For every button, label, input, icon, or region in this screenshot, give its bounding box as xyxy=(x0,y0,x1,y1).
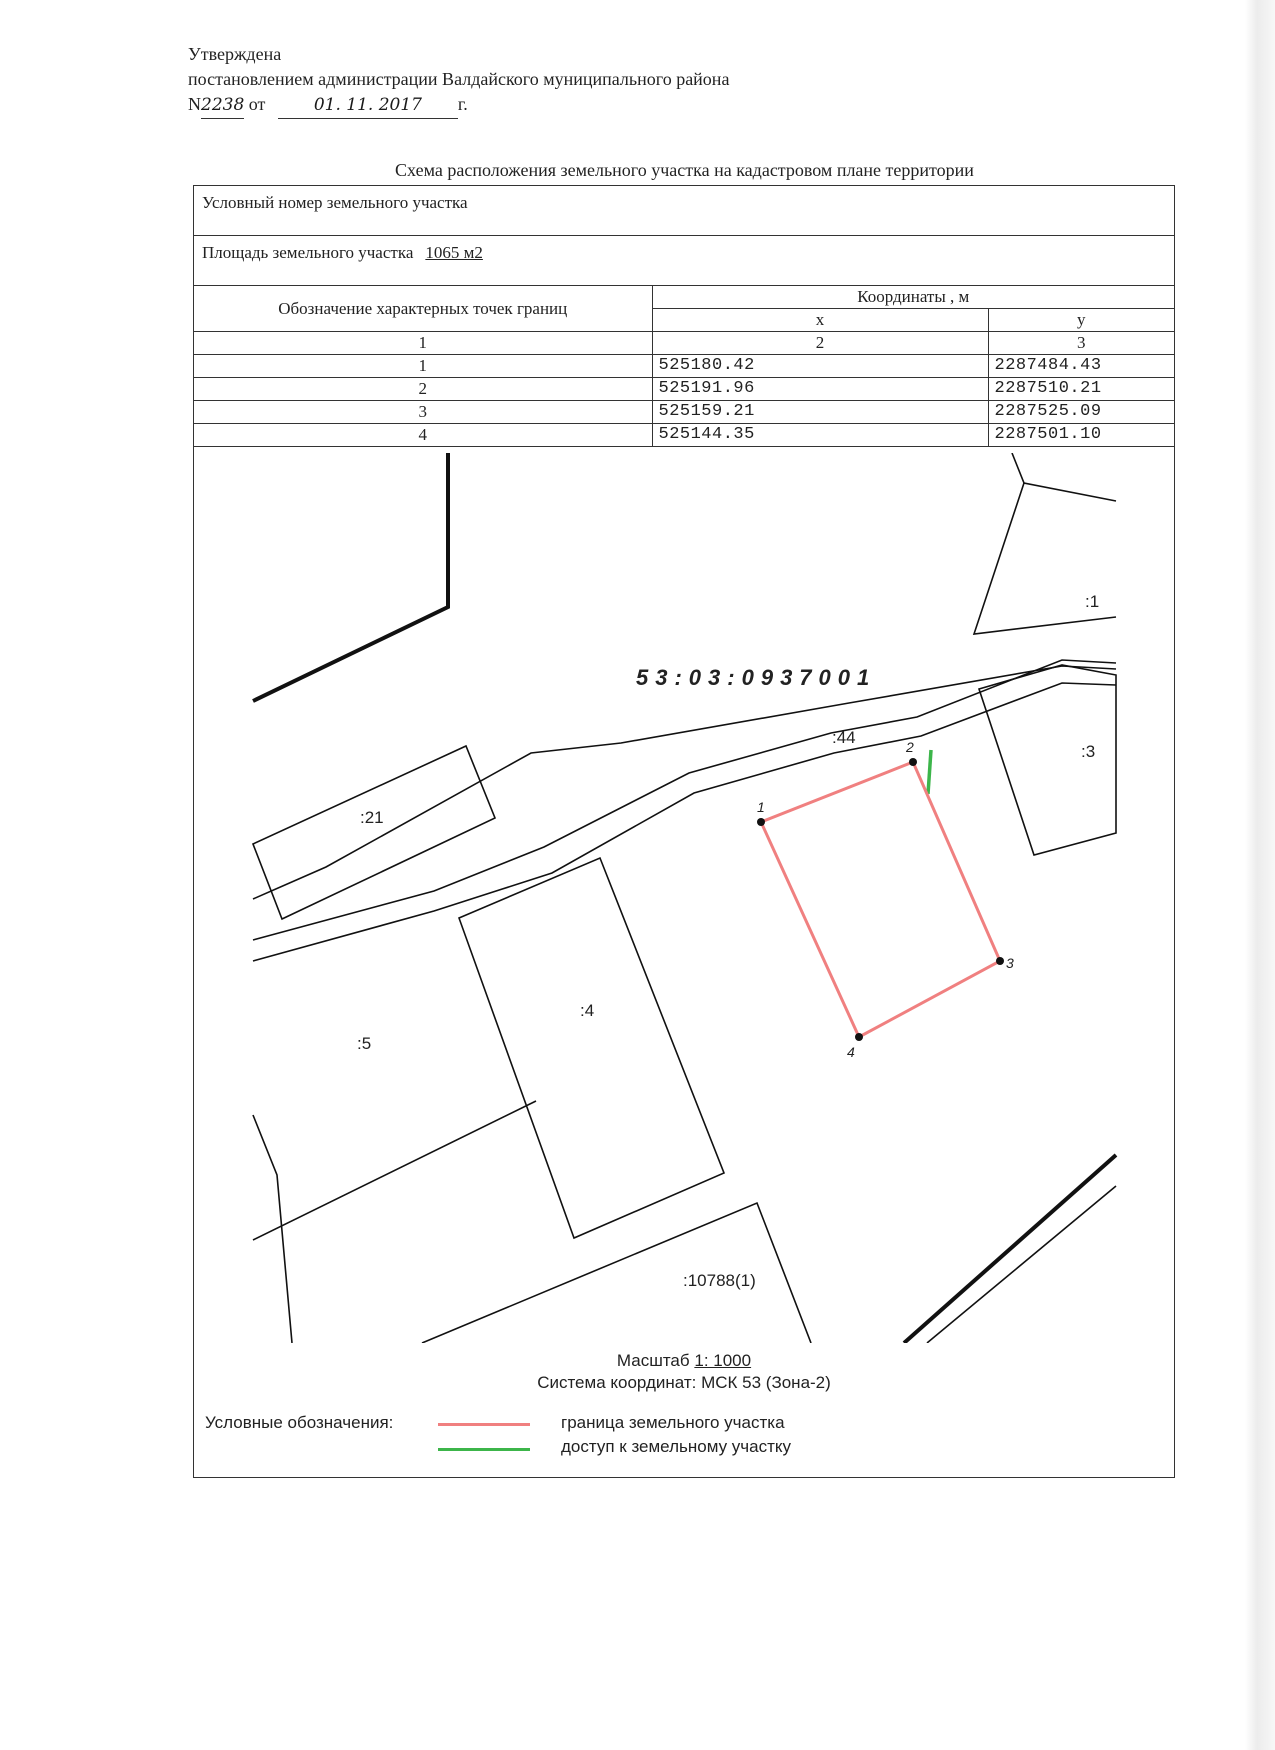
map-linework xyxy=(253,453,1116,1343)
cadastral-number-row xyxy=(194,186,1174,236)
scale-line xyxy=(194,1351,1174,1371)
cadastral-number-label: Условный номер земельного участка xyxy=(202,193,468,212)
parcel-boundary-line xyxy=(253,1101,536,1240)
parcel-1-edge xyxy=(974,483,1116,634)
boundary-point-3 xyxy=(996,957,1004,965)
legend-access-label: доступ к земельному участку xyxy=(561,1437,792,1456)
point-id: 3 xyxy=(194,401,652,424)
scale-value: 1: 1000 xyxy=(694,1351,752,1370)
table-row xyxy=(194,401,1174,424)
header-x: x xyxy=(652,309,988,332)
legend-boundary-swatch xyxy=(438,1423,530,1426)
approval-line-3 xyxy=(188,92,729,119)
scale-label: Масштаб xyxy=(616,1351,690,1370)
boundary-point-2 xyxy=(909,758,917,766)
table-row xyxy=(194,424,1174,447)
boundary-point-4 xyxy=(855,1033,863,1041)
header-point-designation: Обозначение характерных точек границ xyxy=(194,286,652,332)
parcel-label: :10788(1) xyxy=(683,1271,756,1290)
legend-boundary-label: граница земельного участка xyxy=(561,1413,785,1432)
decree-date: 01. 11. 2017 xyxy=(278,93,458,119)
parcel-label: :3 xyxy=(1081,742,1096,761)
table-row xyxy=(194,355,1174,378)
y-value: 2287510.21 xyxy=(988,378,1174,401)
parcel-label: :1 xyxy=(1085,592,1100,611)
point-id: 4 xyxy=(194,424,652,447)
parcel-4-outline xyxy=(459,858,724,1238)
access-line xyxy=(928,750,931,794)
parcel-label: :4 xyxy=(580,1001,595,1020)
y-value: 2287525.09 xyxy=(988,401,1174,424)
x-value: 525159.21 xyxy=(652,401,988,424)
road-edge xyxy=(253,660,1116,940)
from-label: от xyxy=(248,94,266,114)
area-value: 1065 м2 xyxy=(425,243,483,262)
scheme-frame xyxy=(193,185,1175,1478)
area-label: Площадь земельного участка xyxy=(202,243,414,262)
x-value: 525191.96 xyxy=(652,378,988,401)
map-labels xyxy=(357,592,1099,1290)
x-value: 525180.42 xyxy=(652,355,988,378)
document-title: Схема расположения земельного участка на кадастровом плане территории xyxy=(395,160,974,180)
parcel-boundary-line xyxy=(253,1115,292,1343)
table-row xyxy=(194,378,1174,401)
x-value: 525144.35 xyxy=(652,424,988,447)
column-number: 3 xyxy=(988,332,1174,355)
approval-line-1: Утверждена xyxy=(188,44,282,64)
header-y: y xyxy=(988,309,1174,332)
parcel-boundary-line xyxy=(927,1186,1116,1343)
approval-line-2: постановлением администрации Валдайского муниципального района xyxy=(188,69,730,89)
boundary-point-1 xyxy=(757,818,765,826)
road-edge xyxy=(253,666,1116,899)
y-value: 2287484.43 xyxy=(988,355,1174,378)
number-prefix: N xyxy=(188,94,201,114)
boundary-points xyxy=(757,758,1004,1041)
parcel-3-outline xyxy=(979,665,1116,855)
column-number: 1 xyxy=(194,332,652,355)
header-coordinates: Координаты , м xyxy=(652,286,1174,309)
legend-access-swatch xyxy=(438,1448,530,1451)
point-id: 1 xyxy=(194,355,652,378)
coordinates-table xyxy=(194,286,1174,447)
approval-block xyxy=(188,42,729,119)
column-number: 2 xyxy=(652,332,988,355)
thick-boundary-line xyxy=(904,1155,1116,1343)
parcel-label: :44 xyxy=(832,728,856,747)
area-row xyxy=(194,236,1174,286)
scan-edge-shadow xyxy=(1245,0,1275,1750)
coordinate-system: Система координат: МСК 53 (Зона-2) xyxy=(537,1373,831,1392)
thick-boundary-line xyxy=(253,453,448,701)
y-value: 2287501.10 xyxy=(988,424,1174,447)
point-label: 2 xyxy=(906,739,914,755)
parcel-label: :21 xyxy=(360,808,384,827)
parcel-1-edge xyxy=(1012,453,1116,501)
area-text xyxy=(202,243,483,263)
parcel-label: :5 xyxy=(357,1034,372,1053)
cadastral-map xyxy=(194,453,1174,1343)
point-label: 3 xyxy=(1006,955,1014,971)
cadastral-quarter-label: 53:03:0937001 xyxy=(636,665,877,690)
parcel-boundary xyxy=(761,762,1000,1037)
point-label: 4 xyxy=(847,1044,855,1060)
legend-title: Условные обозначения: xyxy=(205,1413,394,1432)
point-label: 1 xyxy=(757,799,765,815)
decree-number: 2238 xyxy=(201,93,244,119)
year-suffix: г. xyxy=(457,94,468,114)
parcel-21-outline xyxy=(253,746,495,919)
point-id: 2 xyxy=(194,378,652,401)
